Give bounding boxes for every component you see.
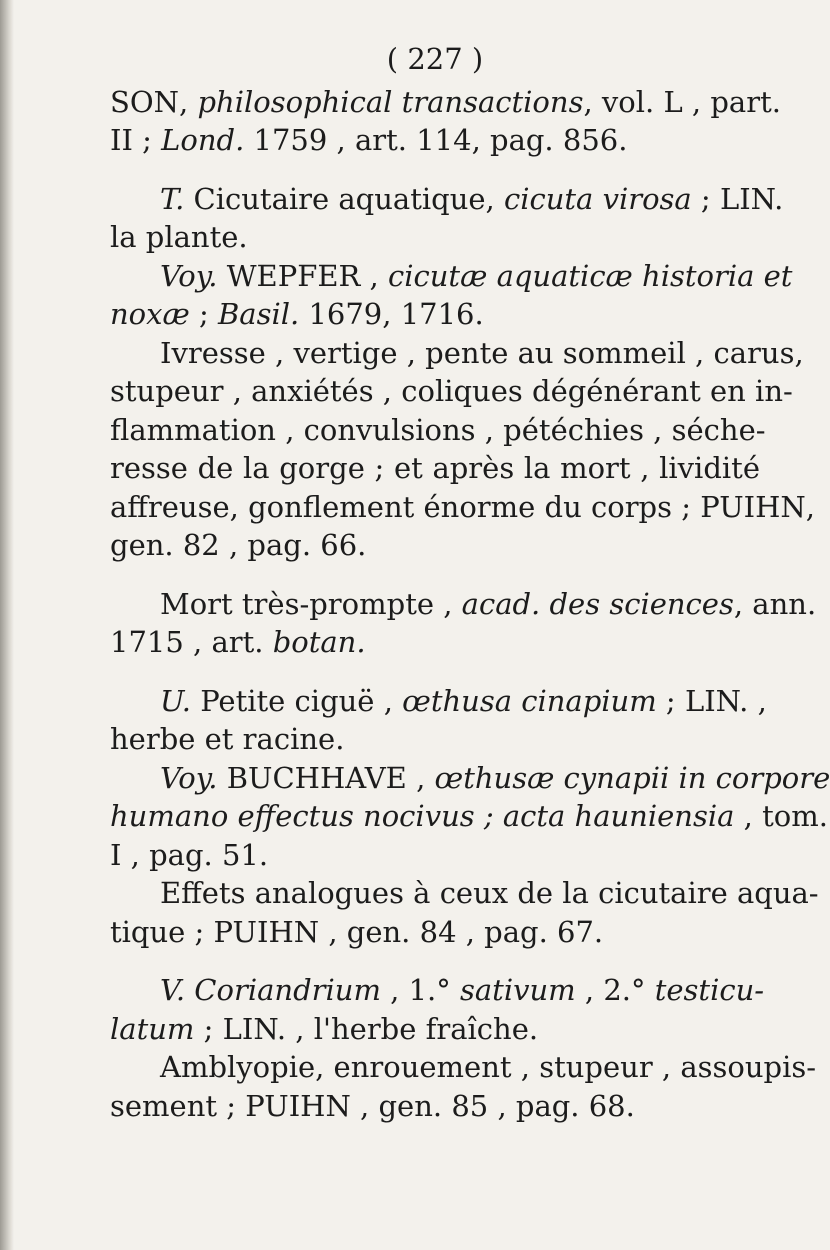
- entry-heading: U. Petite ciguë , œthusa cinapium ; LIN. ,: [160, 683, 767, 718]
- text-line: stupeur , anxiétés , coliques dégénérant en in-: [110, 374, 793, 408]
- text-line: herbe et racine.: [110, 722, 345, 756]
- text-line: Ivresse , vertige , pente au sommeil , carus,: [160, 335, 804, 370]
- text-line: humano effectus nocivus ; acta hauniensia , tom.: [110, 799, 828, 833]
- text-line: tique ; PUIHN , gen. 84 , pag. 67.: [110, 914, 604, 949]
- text-line: Amblyopie, enrouement , stupeur , assoupis-: [160, 1050, 817, 1084]
- text-line: latum ; LIN. , l'herbe fraîche.: [110, 1011, 539, 1046]
- reference-line: Voy. BUCHHAVE , œthusæ cynapii in corpore: [160, 760, 830, 795]
- text-line: noxæ ; Basil. 1679, 1716.: [110, 297, 484, 331]
- text-line: resse de la gorge ; et après la mort , lividité: [110, 451, 760, 485]
- text-line: la plante.: [110, 220, 248, 254]
- text-line: affreuse, gonflement énorme du corps ; PUIHN,: [110, 489, 816, 524]
- text-line: 1715 , art. botan.: [110, 625, 366, 659]
- page-number: ( 227 ): [386, 42, 484, 76]
- text-line: I , pag. 51.: [110, 837, 269, 872]
- entry-heading: T. Cicutaire aquatique, cicuta virosa ; LIN.: [160, 181, 784, 216]
- text-line: Effets analogues à ceux de la cicutaire aqua-: [160, 876, 819, 910]
- entry-heading: V. Coriandrium , 1.° sativum , 2.° testicu-: [160, 973, 765, 1007]
- page-binding-shadow: [0, 0, 14, 1250]
- text-line: Mort très-prompte , acad. des sciences, ann.: [160, 586, 817, 621]
- text-line: flammation , convulsions , pétéchies , séche-: [110, 412, 766, 447]
- text-line: SON, philosophical transactions, vol. L , part.: [110, 84, 781, 119]
- reference-line: Voy. WEPFER , cicutæ aquaticæ historia et: [160, 258, 793, 293]
- book-page: [110, 40, 830, 1125]
- text-line: gen. 82 , pag. 66.: [110, 528, 367, 562]
- text-line: II ; Lond. 1759 , art. 114, pag. 856.: [110, 123, 628, 157]
- text-line: sement ; PUIHN , gen. 85 , pag. 68.: [110, 1088, 635, 1123]
